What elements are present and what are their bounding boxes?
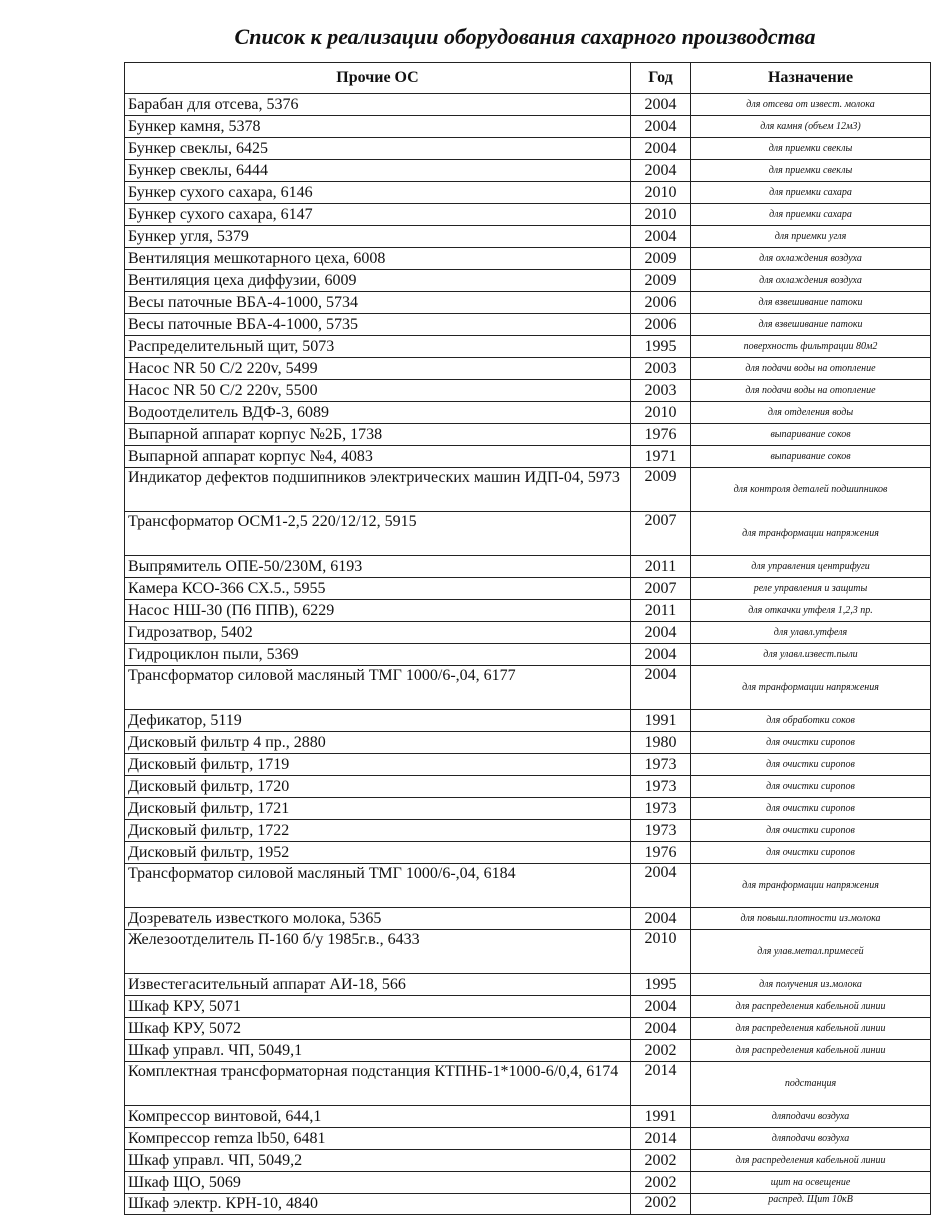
table-body bbox=[125, 94, 931, 1215]
cell-name: Дисковый фильтр, 1721 bbox=[125, 798, 631, 820]
cell-year: 1995 bbox=[631, 974, 691, 996]
cell-name: Дисковый фильтр, 1719 bbox=[125, 754, 631, 776]
cell-purpose: для распределения кабельной линии bbox=[691, 1018, 931, 1040]
cell-year: 2004 bbox=[631, 908, 691, 930]
table-row bbox=[125, 292, 931, 314]
cell-purpose: для охлаждения воздуха bbox=[691, 248, 931, 270]
cell-purpose: для приемки свеклы bbox=[691, 160, 931, 182]
cell-name: Насос NR 50 C/2 220v, 5500 bbox=[125, 380, 631, 402]
table-row bbox=[125, 1106, 931, 1128]
table-row bbox=[125, 314, 931, 336]
cell-year: 1991 bbox=[631, 1106, 691, 1128]
cell-year: 2004 bbox=[631, 116, 691, 138]
table-row bbox=[125, 468, 931, 512]
cell-purpose: для распределения кабельной линии bbox=[691, 996, 931, 1018]
cell-name: Трансформатор ОСМ1-2,5 220/12/12, 5915 bbox=[125, 512, 631, 556]
cell-purpose: для охлаждения воздуха bbox=[691, 270, 931, 292]
cell-year: 1991 bbox=[631, 710, 691, 732]
cell-year: 1976 bbox=[631, 424, 691, 446]
cell-name: Дисковый фильтр, 1720 bbox=[125, 776, 631, 798]
cell-name: Компрессор remza lb50, 6481 bbox=[125, 1128, 631, 1150]
cell-purpose: для получения из.молока bbox=[691, 974, 931, 996]
cell-year: 2004 bbox=[631, 622, 691, 644]
cell-year: 2010 bbox=[631, 182, 691, 204]
cell-year: 2009 bbox=[631, 248, 691, 270]
table-row bbox=[125, 622, 931, 644]
cell-name: Шкаф управл. ЧП, 5049,1 bbox=[125, 1040, 631, 1062]
cell-name: Шкаф КРУ, 5072 bbox=[125, 1018, 631, 1040]
cell-year: 2006 bbox=[631, 292, 691, 314]
table-row bbox=[125, 1150, 931, 1172]
cell-purpose: для приемки угля bbox=[691, 226, 931, 248]
table-row bbox=[125, 842, 931, 864]
cell-name: Бункер свеклы, 6425 bbox=[125, 138, 631, 160]
cell-purpose: для приемки сахара bbox=[691, 182, 931, 204]
table-row bbox=[125, 116, 931, 138]
cell-year: 1995 bbox=[631, 336, 691, 358]
cell-purpose: для распределения кабельной линии bbox=[691, 1040, 931, 1062]
cell-year: 2007 bbox=[631, 578, 691, 600]
cell-name: Компрессор винтовой, 644,1 bbox=[125, 1106, 631, 1128]
cell-purpose: для улавл.утфеля bbox=[691, 622, 931, 644]
table-row bbox=[125, 930, 931, 974]
table-row bbox=[125, 754, 931, 776]
cell-year: 2002 bbox=[631, 1172, 691, 1194]
cell-purpose: для взвешивание патоки bbox=[691, 314, 931, 336]
table-row bbox=[125, 710, 931, 732]
cell-name: Барабан для отсева, 5376 bbox=[125, 94, 631, 116]
table-row bbox=[125, 776, 931, 798]
cell-year: 1971 bbox=[631, 446, 691, 468]
cell-purpose: для подачи воды на отопление bbox=[691, 358, 931, 380]
cell-year: 2011 bbox=[631, 600, 691, 622]
cell-name: Бункер сухого сахара, 6147 bbox=[125, 204, 631, 226]
cell-year: 2004 bbox=[631, 94, 691, 116]
cell-year: 2011 bbox=[631, 556, 691, 578]
cell-year: 2004 bbox=[631, 864, 691, 908]
table-row bbox=[125, 578, 931, 600]
cell-year: 2010 bbox=[631, 930, 691, 974]
cell-name: Комплектная трансформаторная подстанция КТПНБ-1*1000-6/0,4, 6174 bbox=[125, 1062, 631, 1106]
cell-year: 2010 bbox=[631, 402, 691, 424]
cell-year: 2006 bbox=[631, 314, 691, 336]
cell-year: 1973 bbox=[631, 798, 691, 820]
cell-name: Дефикатор, 5119 bbox=[125, 710, 631, 732]
header-year: Год bbox=[631, 63, 691, 94]
cell-purpose: выпаривание соков bbox=[691, 446, 931, 468]
cell-year: 2004 bbox=[631, 138, 691, 160]
cell-name: Шкаф ЩО, 5069 bbox=[125, 1172, 631, 1194]
cell-purpose: поверхность фильтрации 80м2 bbox=[691, 336, 931, 358]
cell-name: Водоотделитель ВДФ-3, 6089 bbox=[125, 402, 631, 424]
cell-purpose: для транформации напряжения bbox=[691, 864, 931, 908]
cell-name: Весы паточные ВБА-4-1000, 5735 bbox=[125, 314, 631, 336]
cell-name: Бункер сухого сахара, 6146 bbox=[125, 182, 631, 204]
cell-name: Камера КСО-366 СХ.5., 5955 bbox=[125, 578, 631, 600]
cell-year: 2007 bbox=[631, 512, 691, 556]
cell-name: Дозреватель известкого молока, 5365 bbox=[125, 908, 631, 930]
cell-purpose: распред. Щит 10кВ bbox=[691, 1194, 931, 1215]
cell-name: Трансформатор силовой масляный ТМГ 1000/6-,04, 6184 bbox=[125, 864, 631, 908]
cell-purpose: для приемки свеклы bbox=[691, 138, 931, 160]
header-purpose: Назначение bbox=[691, 63, 931, 94]
cell-purpose: для контроля деталей подшипников bbox=[691, 468, 931, 512]
cell-name: Шкаф КРУ, 5071 bbox=[125, 996, 631, 1018]
cell-year: 1973 bbox=[631, 754, 691, 776]
table-row bbox=[125, 864, 931, 908]
cell-year: 1973 bbox=[631, 820, 691, 842]
header-name: Прочие ОС bbox=[125, 63, 631, 94]
table-row bbox=[125, 820, 931, 842]
table-row bbox=[125, 908, 931, 930]
table-row bbox=[125, 204, 931, 226]
cell-purpose: для очистки сиропов bbox=[691, 842, 931, 864]
cell-purpose: реле управления и защиты bbox=[691, 578, 931, 600]
cell-purpose: для распределения кабельной линии bbox=[691, 1150, 931, 1172]
table-row bbox=[125, 358, 931, 380]
table-row bbox=[125, 732, 931, 754]
table-row bbox=[125, 248, 931, 270]
table-row bbox=[125, 270, 931, 292]
cell-year: 1976 bbox=[631, 842, 691, 864]
cell-name: Гидрозатвор, 5402 bbox=[125, 622, 631, 644]
cell-year: 2014 bbox=[631, 1062, 691, 1106]
cell-purpose: для улав.метал.примесей bbox=[691, 930, 931, 974]
cell-purpose: для приемки сахара bbox=[691, 204, 931, 226]
cell-purpose: для транформации напряжения bbox=[691, 666, 931, 710]
cell-year: 1980 bbox=[631, 732, 691, 754]
table-row bbox=[125, 666, 931, 710]
cell-name: Гидроциклон пыли, 5369 bbox=[125, 644, 631, 666]
table-row bbox=[125, 182, 931, 204]
cell-name: Распределительный щит, 5073 bbox=[125, 336, 631, 358]
cell-purpose: для управления центрифуги bbox=[691, 556, 931, 578]
cell-purpose: для улавл.извест.пыли bbox=[691, 644, 931, 666]
cell-purpose: для очистки сиропов bbox=[691, 820, 931, 842]
table-row bbox=[125, 138, 931, 160]
table-row bbox=[125, 1062, 931, 1106]
table-row bbox=[125, 644, 931, 666]
cell-year: 2003 bbox=[631, 358, 691, 380]
cell-purpose: подстанция bbox=[691, 1062, 931, 1106]
cell-name: Трансформатор силовой масляный ТМГ 1000/6-,04, 6177 bbox=[125, 666, 631, 710]
table-row bbox=[125, 798, 931, 820]
cell-year: 2014 bbox=[631, 1128, 691, 1150]
cell-name: Выпарной аппарат корпус №2Б, 1738 bbox=[125, 424, 631, 446]
table-row bbox=[125, 974, 931, 996]
table-row bbox=[125, 996, 931, 1018]
table-row bbox=[125, 556, 931, 578]
cell-name: Насос NR 50 C/2 220v, 5499 bbox=[125, 358, 631, 380]
cell-year: 2009 bbox=[631, 270, 691, 292]
cell-name: Выпрямитель ОПЕ-50/230М, 6193 bbox=[125, 556, 631, 578]
cell-name: Дисковый фильтр, 1722 bbox=[125, 820, 631, 842]
cell-year: 2009 bbox=[631, 468, 691, 512]
cell-name: Шкаф электр. КРН-10, 4840 bbox=[125, 1194, 631, 1215]
cell-year: 2004 bbox=[631, 1018, 691, 1040]
cell-purpose: щит на освещение bbox=[691, 1172, 931, 1194]
cell-year: 1973 bbox=[631, 776, 691, 798]
cell-name: Бункер камня, 5378 bbox=[125, 116, 631, 138]
table-row bbox=[125, 446, 931, 468]
cell-name: Весы паточные ВБА-4-1000, 5734 bbox=[125, 292, 631, 314]
cell-purpose: для отделения воды bbox=[691, 402, 931, 424]
cell-year: 2004 bbox=[631, 644, 691, 666]
cell-purpose: для обработки соков bbox=[691, 710, 931, 732]
table-row bbox=[125, 1194, 931, 1215]
cell-name: Индикатор дефектов подшипников электрических машин ИДП-04, 5973 bbox=[125, 468, 631, 512]
table-row bbox=[125, 402, 931, 424]
table-row bbox=[125, 94, 931, 116]
cell-purpose: дляподачи воздуха bbox=[691, 1106, 931, 1128]
table-row bbox=[125, 1040, 931, 1062]
cell-year: 2004 bbox=[631, 160, 691, 182]
table-row bbox=[125, 160, 931, 182]
cell-purpose: для очистки сиропов bbox=[691, 776, 931, 798]
cell-year: 2004 bbox=[631, 996, 691, 1018]
cell-name: Известегасительный аппарат АИ-18, 566 bbox=[125, 974, 631, 996]
cell-purpose: для очистки сиропов bbox=[691, 732, 931, 754]
cell-purpose: для повыш.плотности из.молока bbox=[691, 908, 931, 930]
cell-purpose: для откачки утфеля 1,2,3 пр. bbox=[691, 600, 931, 622]
cell-year: 2004 bbox=[631, 226, 691, 248]
table-row bbox=[125, 1172, 931, 1194]
cell-name: Выпарной аппарат корпус №4, 4083 bbox=[125, 446, 631, 468]
cell-purpose: дляподачи воздуха bbox=[691, 1128, 931, 1150]
cell-year: 2003 bbox=[631, 380, 691, 402]
cell-purpose: для подачи воды на отопление bbox=[691, 380, 931, 402]
cell-name: Насос НШ-30 (П6 ППВ), 6229 bbox=[125, 600, 631, 622]
cell-name: Шкаф управл. ЧП, 5049,2 bbox=[125, 1150, 631, 1172]
table-row bbox=[125, 1128, 931, 1150]
header-row bbox=[125, 63, 931, 94]
cell-name: Вентиляция цеха диффузии, 6009 bbox=[125, 270, 631, 292]
cell-purpose: для отсева от извест. молока bbox=[691, 94, 931, 116]
cell-purpose: для очистки сиропов bbox=[691, 754, 931, 776]
table-row bbox=[125, 380, 931, 402]
cell-purpose: для очистки сиропов bbox=[691, 798, 931, 820]
cell-year: 2004 bbox=[631, 666, 691, 710]
table-row bbox=[125, 600, 931, 622]
cell-name: Железоотделитель П-160 б/у 1985г.в., 6433 bbox=[125, 930, 631, 974]
cell-name: Дисковый фильтр, 1952 bbox=[125, 842, 631, 864]
page-title: Список к реализации оборудования сахарного производства bbox=[234, 24, 816, 49]
cell-year: 2010 bbox=[631, 204, 691, 226]
equipment-table bbox=[124, 62, 931, 1215]
cell-year: 2002 bbox=[631, 1194, 691, 1215]
cell-year: 2002 bbox=[631, 1150, 691, 1172]
cell-purpose: для взвешивание патоки bbox=[691, 292, 931, 314]
cell-purpose: для камня (объем 12м3) bbox=[691, 116, 931, 138]
table-row bbox=[125, 336, 931, 358]
cell-name: Вентиляция мешкотарного цеха, 6008 bbox=[125, 248, 631, 270]
cell-name: Дисковый фильтр 4 пр., 2880 bbox=[125, 732, 631, 754]
cell-year: 2002 bbox=[631, 1040, 691, 1062]
cell-name: Бункер угля, 5379 bbox=[125, 226, 631, 248]
cell-purpose: выпаривание соков bbox=[691, 424, 931, 446]
table-row bbox=[125, 1018, 931, 1040]
cell-purpose: для транформации напряжения bbox=[691, 512, 931, 556]
table-row bbox=[125, 226, 931, 248]
cell-name: Бункер свеклы, 6444 bbox=[125, 160, 631, 182]
table-row bbox=[125, 424, 931, 446]
table-row bbox=[125, 512, 931, 556]
